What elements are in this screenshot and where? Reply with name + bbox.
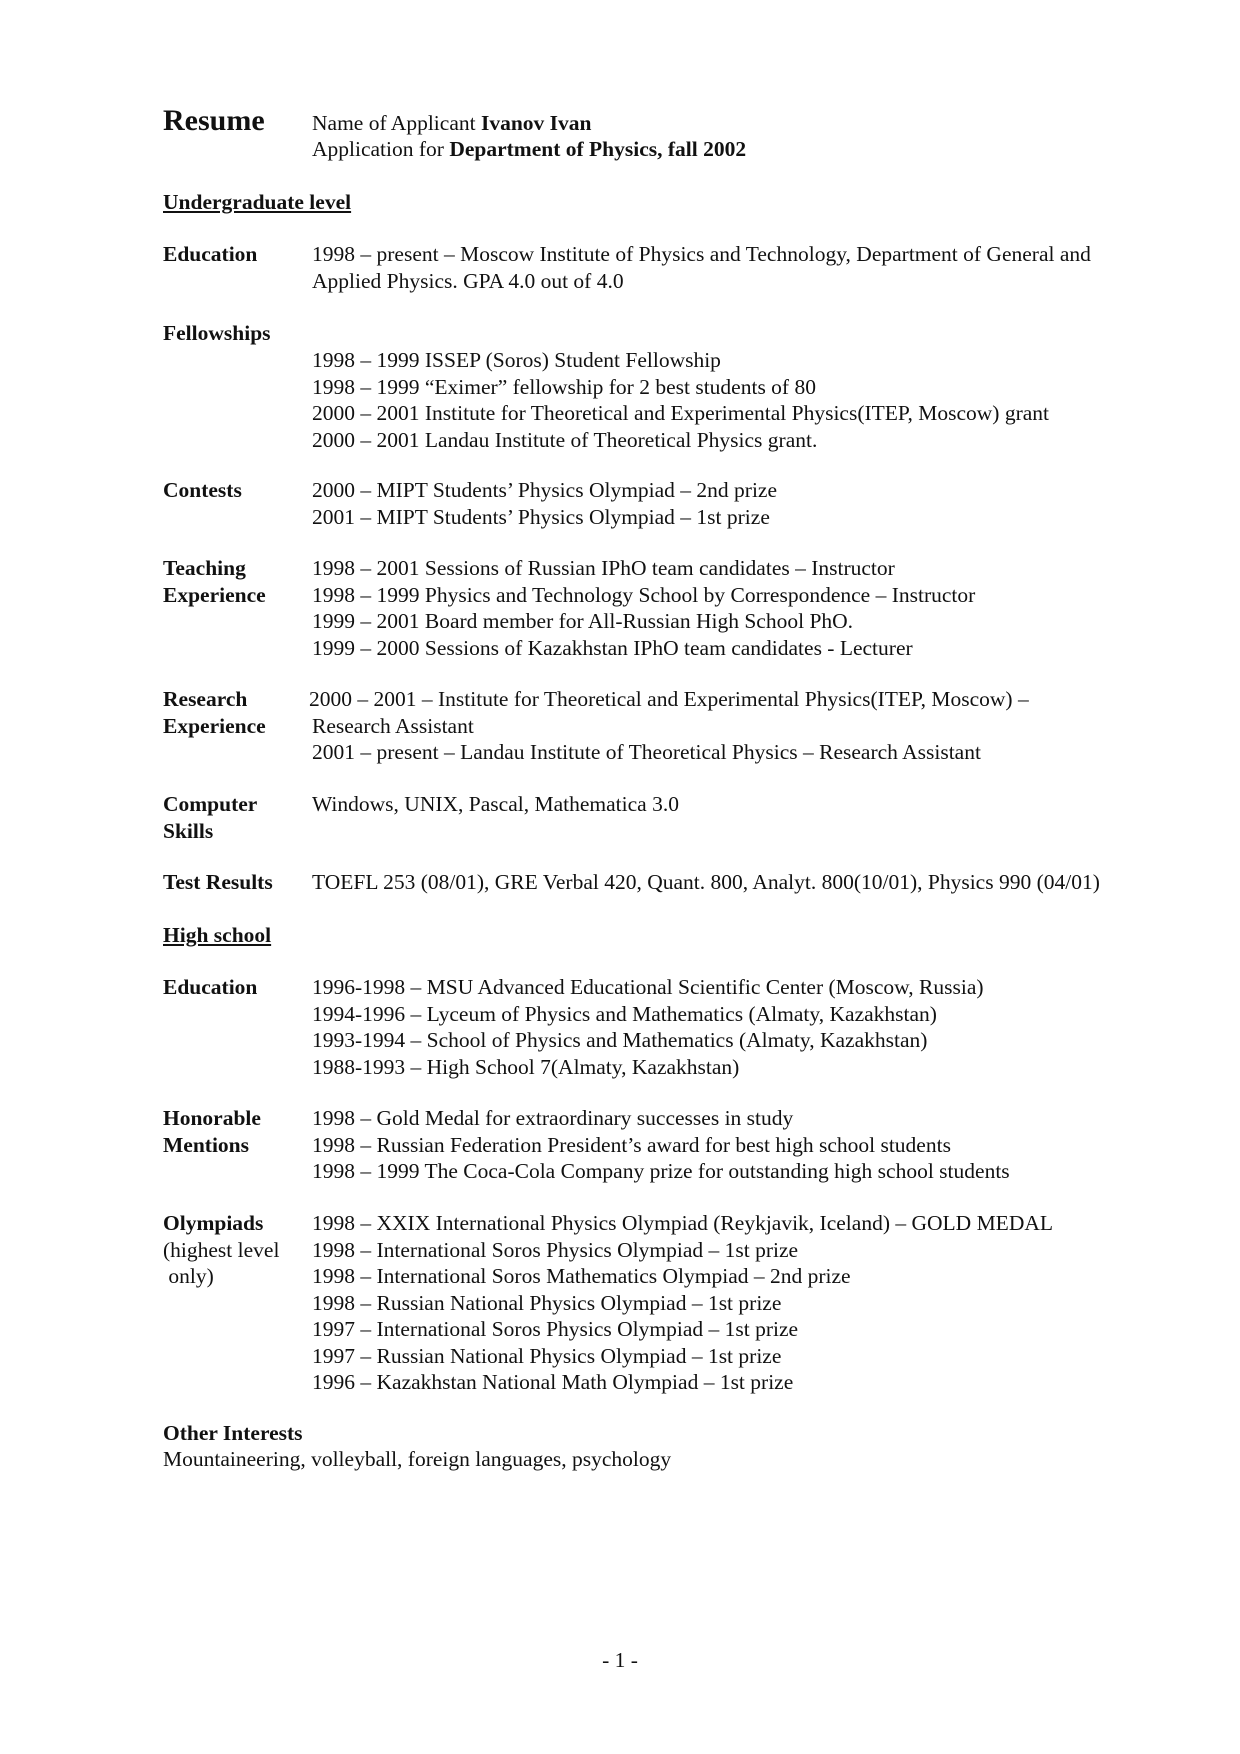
resume-title: Resume bbox=[163, 104, 265, 137]
list-item: 1998 – Russian Federation President’s award for best high school students bbox=[312, 1132, 951, 1157]
list-item: 1999 – 2001 Board member for All-Russian High School PhO. bbox=[312, 609, 854, 633]
list-item: 2001 – present – Landau Institute of Theoretical Physics – Research Assistant bbox=[312, 740, 981, 764]
application-department: Department of Physics, fall 2002 bbox=[449, 137, 747, 161]
list-item: 1998 – 1999 ISSEP (Soros) Student Fellowship bbox=[312, 348, 721, 372]
list-item: 2000 – 2001 – Institute for Theoretical and Experimental Physics(ITEP, Moscow) – bbox=[309, 687, 1029, 711]
list-item: TOEFL 253 (08/01), GRE Verbal 420, Quant. 800, Analyt. 800(10/01), Physics 990 (04/01) bbox=[312, 870, 1100, 894]
list-item: 1988-1993 – High School 7(Almaty, Kazakhstan) bbox=[312, 1054, 740, 1079]
list-item: Research Assistant bbox=[312, 713, 474, 738]
undergraduate-heading: Undergraduate level bbox=[163, 190, 352, 214]
computer-label: Computer Skills bbox=[163, 792, 258, 843]
teaching-content bbox=[312, 555, 975, 661]
list-item: 1994-1996 – Lyceum of Physics and Mathematics (Almaty, Kazakhstan) bbox=[312, 1001, 937, 1026]
list-item: 1998 – International Soros Mathematics Olympiad – 2nd prize bbox=[312, 1264, 851, 1288]
research-content bbox=[309, 686, 1029, 766]
list-item: 1996 – Kazakhstan National Math Olympiad – 1st prize bbox=[312, 1370, 794, 1394]
list-item: 1998 – 2001 Sessions of Russian IPhO team candidates – Instructor bbox=[312, 556, 895, 580]
high-school-heading: High school bbox=[163, 923, 272, 947]
list-item: 1998 – XXIX International Physics Olympiad (Reykjavik, Iceland) – GOLD MEDAL bbox=[312, 1211, 1054, 1235]
list-item: 1998 – present – Moscow Institute of Physics and Technology, Department of General and bbox=[312, 242, 1091, 266]
teaching-label: Teaching Experience bbox=[163, 556, 266, 607]
list-item: 2000 – 2001 Landau Institute of Theoretical Physics grant. bbox=[312, 427, 818, 452]
list-item: 1993-1994 – School of Physics and Mathematics (Almaty, Kazakhstan) bbox=[312, 1028, 928, 1052]
ug-education-content bbox=[312, 241, 1091, 294]
other-interests-text: Mountaineering, volleyball, foreign languages, psychology bbox=[163, 1447, 672, 1471]
ug-education-label: Education bbox=[163, 242, 258, 266]
list-item: 1998 – 1999 The Coca-Cola Company prize for outstanding high school students bbox=[312, 1159, 1010, 1183]
hs-education-label: Education bbox=[163, 975, 258, 999]
olympiads-content bbox=[312, 1210, 1053, 1396]
honorable-content bbox=[312, 1105, 1010, 1185]
list-item: 1999 – 2000 Sessions of Kazakhstan IPhO team candidates - Lecturer bbox=[312, 635, 913, 660]
list-item: 2000 – MIPT Students’ Physics Olympiad – 2nd prize bbox=[312, 478, 778, 502]
list-item: 2000 – 2001 Institute for Theoretical and Experimental Physics(ITEP, Moscow) grant bbox=[312, 401, 1050, 425]
fellowships-content bbox=[312, 347, 1049, 453]
list-item: 1998 – 1999 “Eximer” fellowship for 2 best students of 80 bbox=[312, 374, 816, 399]
list-item: Applied Physics. GPA 4.0 out of 4.0 bbox=[312, 268, 624, 293]
application-prefix: Application for bbox=[312, 137, 450, 161]
list-item: 1998 – Russian National Physics Olympiad – 1st prize bbox=[312, 1290, 782, 1315]
list-item: 1998 – International Soros Physics Olympiad – 1st prize bbox=[312, 1237, 799, 1262]
applicant-name-line bbox=[312, 110, 592, 137]
list-item: 1998 – Gold Medal for extraordinary successes in study bbox=[312, 1106, 794, 1130]
research-label: Research Experience bbox=[163, 687, 266, 738]
list-item: 2001 – MIPT Students’ Physics Olympiad – 1st prize bbox=[312, 504, 770, 529]
list-item: Windows, UNIX, Pascal, Mathematica 3.0 bbox=[312, 792, 679, 816]
list-item: 1998 – 1999 Physics and Technology School by Correspondence – Instructor bbox=[312, 582, 976, 607]
other-interests-heading: Other Interests bbox=[163, 1421, 303, 1445]
hs-education-content bbox=[312, 974, 984, 1080]
contests-content bbox=[312, 477, 777, 530]
application-line bbox=[312, 136, 746, 163]
honorable-label: Honorable Mentions bbox=[163, 1106, 261, 1157]
tests-content bbox=[312, 869, 1100, 896]
list-item: 1997 – International Soros Physics Olympiad – 1st prize bbox=[312, 1317, 799, 1341]
list-item: 1996-1998 – MSU Advanced Educational Scientific Center (Moscow, Russia) bbox=[312, 975, 984, 999]
tests-label: Test Results bbox=[163, 870, 273, 894]
computer-content bbox=[312, 791, 679, 818]
list-item: 1997 – Russian National Physics Olympiad – 1st prize bbox=[312, 1343, 782, 1368]
contests-label: Contests bbox=[163, 478, 242, 502]
applicant-name: Ivanov Ivan bbox=[480, 111, 592, 135]
page-number: - 1 - bbox=[602, 1648, 638, 1672]
applicant-name-prefix: Name of Applicant bbox=[312, 111, 481, 135]
olympiads-label: Olympiads (highest level only) bbox=[163, 1211, 280, 1288]
fellowships-label: Fellowships bbox=[163, 321, 271, 345]
